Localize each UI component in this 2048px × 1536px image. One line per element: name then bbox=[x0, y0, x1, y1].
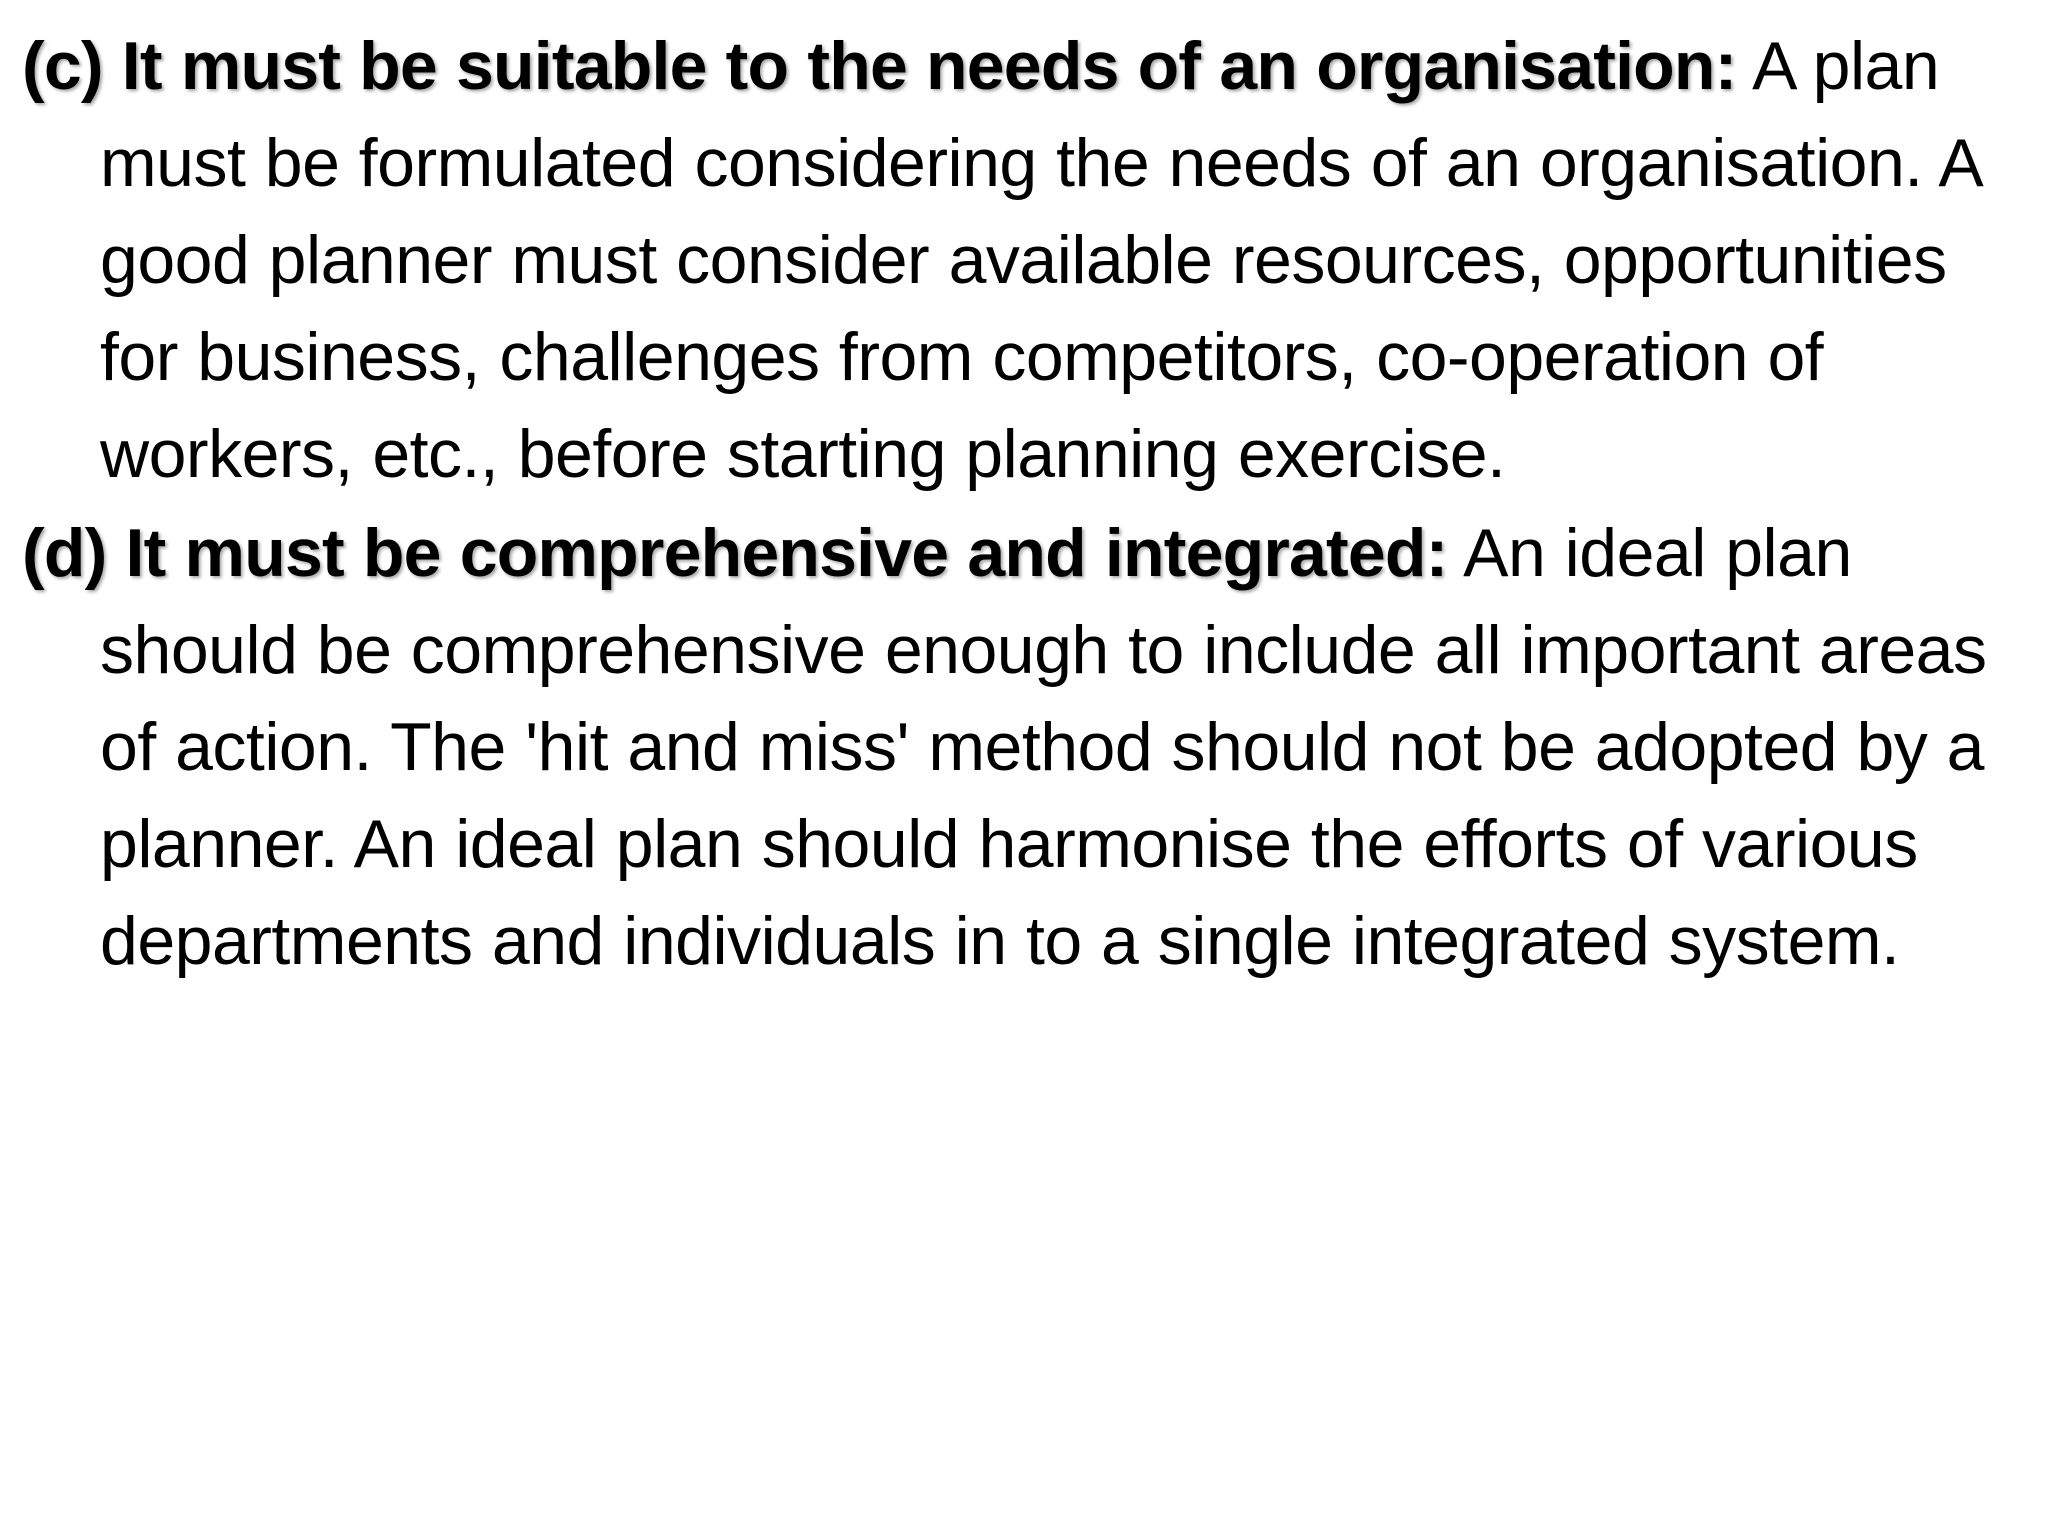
slide-content bbox=[22, 18, 2032, 990]
point-d-body: An ideal plan should be comprehensive enough to include all important areas of action. The 'hit and miss' method should not be adopted by a planner. An ideal plan should harmonise the efforts of various departments and individuals in to a single integrated system. bbox=[100, 515, 1987, 979]
point-c bbox=[22, 18, 2032, 503]
point-d-heading: (d) It must be comprehensive and integrated: bbox=[22, 515, 1448, 591]
point-c-body: A plan must be formulated considering the needs of an organisation. A good planner must consider available resources, opportunities for business, challenges from competitors, co-operation of workers, etc., before starting planning exercise. bbox=[100, 28, 1980, 492]
point-c-heading: (c) It must be suitable to the needs of an organisation: bbox=[22, 28, 1737, 104]
point-d bbox=[22, 505, 2032, 990]
